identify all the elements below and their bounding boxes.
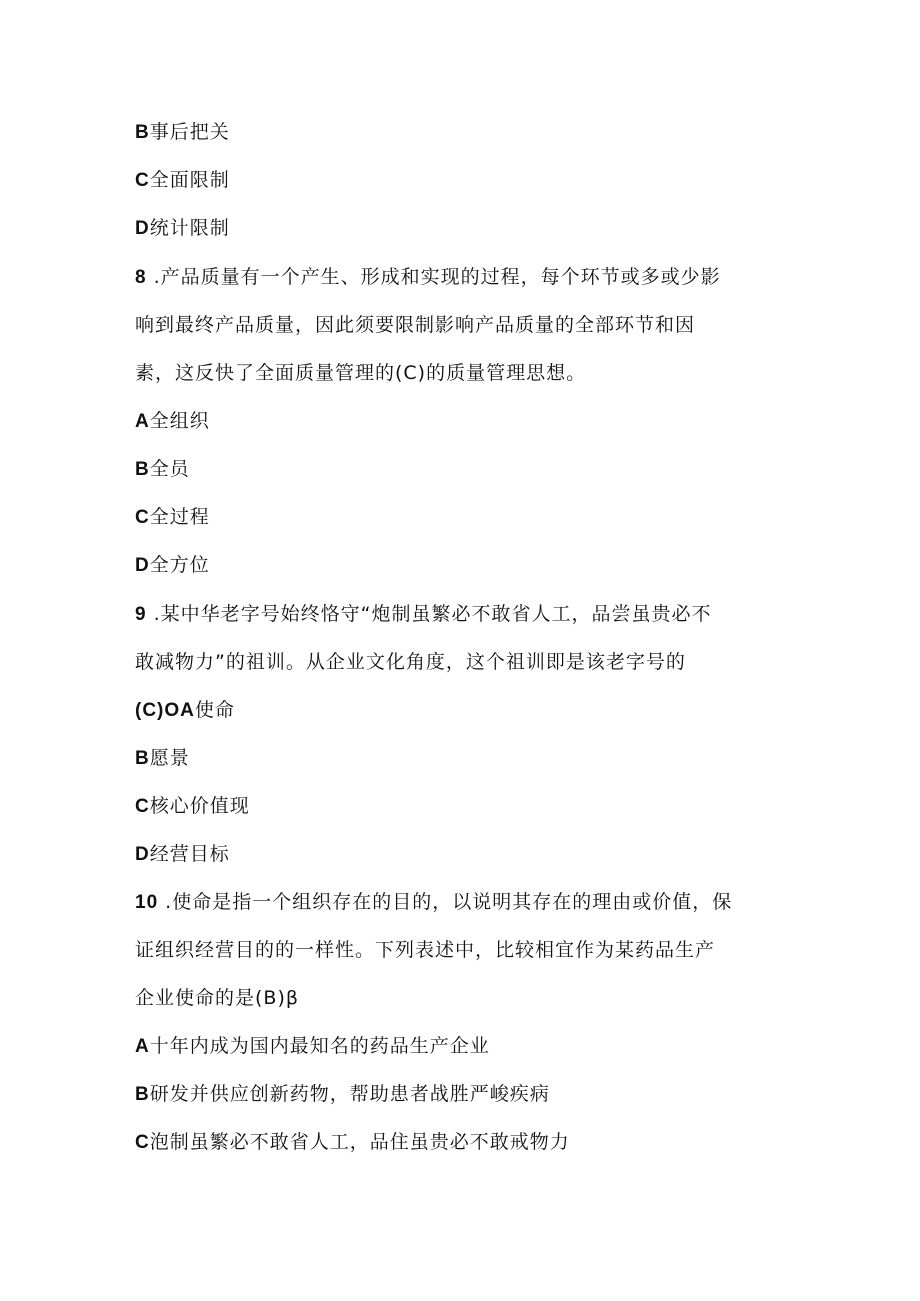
question-text: .使命是指一个组织存在的目的，以说明其存在的理由或价值，保 <box>158 891 733 913</box>
answer-and-option-label: (C)OA <box>135 700 195 721</box>
option-b-line <box>135 457 190 482</box>
question-number: 10 <box>135 892 159 913</box>
option-b-line <box>135 1082 550 1107</box>
option-label: D <box>135 844 150 865</box>
option-label: C <box>135 170 150 191</box>
question-8-line-1 <box>135 265 721 290</box>
option-text: 全面限制 <box>149 169 230 191</box>
option-label: A <box>135 1036 150 1057</box>
option-text: 全方位 <box>149 554 210 576</box>
option-a-line <box>135 409 210 434</box>
option-a-line <box>135 1034 490 1059</box>
question-9-line-3 <box>135 698 235 723</box>
option-label: C <box>135 1132 150 1153</box>
option-label: D <box>135 218 150 239</box>
option-text: 十年内成为国内最知名的药品生产企业 <box>149 1035 490 1057</box>
option-b-line <box>135 120 230 145</box>
question-text: 企业使命的是(B)β <box>135 987 299 1009</box>
question-text: 证组织经营目的的一样性。下列表述中，比较相宜作为某药品生产 <box>135 939 716 961</box>
option-text: 核心价值现 <box>149 795 250 817</box>
question-text: 敢减物力”的祖训。从企业文化角度，这个祖训即是该老字号的 <box>135 651 686 673</box>
option-label: B <box>135 748 150 769</box>
option-b-line <box>135 746 190 771</box>
question-number: 8 <box>135 267 147 288</box>
option-label: B <box>135 459 150 480</box>
option-c-line <box>135 505 210 530</box>
question-text: .产品质量有一个产生、形成和实现的过程，每个环节或多或少影 <box>146 266 721 288</box>
option-label: C <box>135 507 150 528</box>
option-text: 事后把关 <box>149 121 230 143</box>
option-text: 泡制虽繁必不敢省人工，品住虽贵必不敢戒物力 <box>149 1131 570 1153</box>
option-text: 全过程 <box>149 506 210 528</box>
option-text: 愿景 <box>149 747 190 769</box>
option-c-line <box>135 168 230 193</box>
question-10-line-1 <box>135 890 732 915</box>
option-d-line <box>135 216 230 241</box>
question-number: 9 <box>135 604 147 625</box>
question-9-line-2 <box>135 650 686 674</box>
option-label: B <box>135 122 150 143</box>
option-text: 经营目标 <box>149 843 230 865</box>
option-label: D <box>135 555 150 576</box>
option-d-line <box>135 842 230 867</box>
question-8-line-3 <box>135 361 586 385</box>
option-text: 全组织 <box>149 410 210 432</box>
option-c-line <box>135 794 250 819</box>
option-text: 使命 <box>194 699 235 721</box>
option-label: B <box>135 1084 150 1105</box>
option-label: A <box>135 411 150 432</box>
question-text: 素，这反快了全面质量管理的(C)的质量管理思想。 <box>135 362 587 384</box>
question-8-line-2 <box>135 313 695 337</box>
option-text: 研发并供应创新药物，帮助患者战胜严峻疾病 <box>149 1083 550 1105</box>
option-text: 统计限制 <box>149 217 230 239</box>
option-c-line <box>135 1130 570 1155</box>
question-10-line-2 <box>135 938 715 962</box>
option-d-line <box>135 553 210 578</box>
question-10-line-3 <box>135 986 299 1010</box>
option-text: 全员 <box>149 458 190 480</box>
question-text: .某中华老字号始终恪守“炮制虽繁必不敢省人工，品尝虽贵必不 <box>146 603 712 625</box>
question-9-line-1 <box>135 602 712 627</box>
question-text: 响到最终产品质量，因此须要限制影响产品质量的全部环节和因 <box>135 314 696 336</box>
option-label: C <box>135 796 150 817</box>
